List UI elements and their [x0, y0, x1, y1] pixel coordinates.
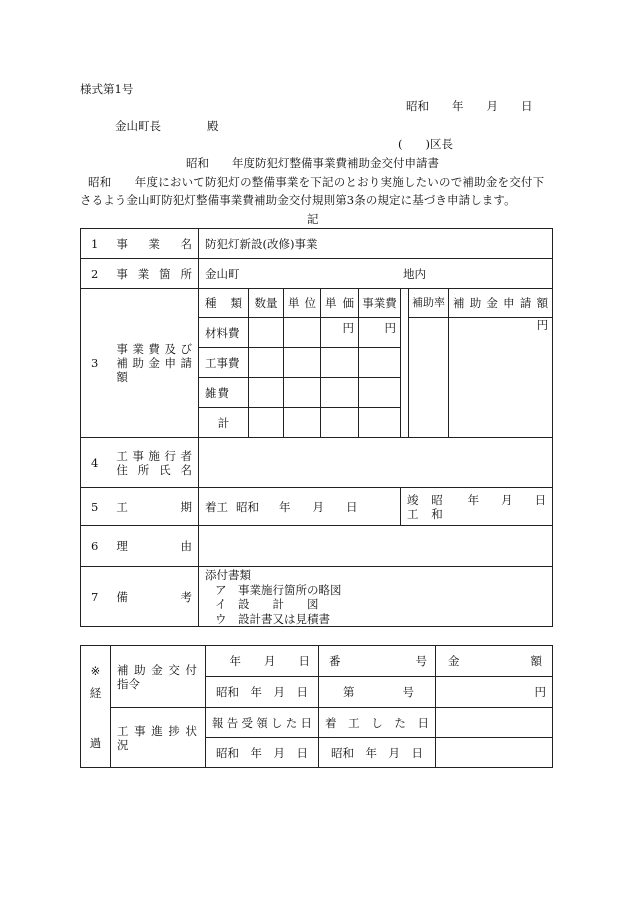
dai-label: 第	[343, 685, 355, 699]
materials-unit	[284, 318, 321, 348]
item-materials: 材料費	[199, 318, 249, 348]
item-total: 計	[199, 408, 249, 438]
row4-label-line1: 工事施行者	[116, 448, 192, 463]
start-month: 月	[312, 499, 324, 514]
report-received-date: 昭和 年 月 日	[206, 738, 319, 768]
construction-end-cell	[401, 488, 553, 526]
attachment-item-3: ウ 設計書又は見積書	[215, 611, 330, 626]
start-year: 年	[279, 499, 291, 514]
materials-cost: 円	[359, 318, 401, 348]
end-era: 昭和	[431, 492, 443, 521]
progress-line2: 況	[117, 737, 129, 752]
row3-label-line1: 事業費及び	[116, 342, 192, 356]
attachment-item-2: イ 設 計 図	[215, 597, 319, 611]
end-label: 竣工	[407, 492, 419, 521]
misc-quantity	[249, 378, 284, 408]
construction-unit	[284, 348, 321, 378]
page-title: 昭和 年度防犯灯整備事業費補助金交付申請書	[186, 156, 439, 170]
row3-label-line2: 補助金申請	[116, 356, 192, 370]
item-misc: 雑費	[199, 378, 249, 408]
materials-quantity	[249, 318, 284, 348]
subsidy-amount-value: 円	[449, 318, 553, 438]
grant-number-header	[319, 646, 436, 677]
start-day: 日	[346, 499, 358, 514]
row3-number: 3	[91, 356, 99, 370]
process-side-label	[81, 646, 111, 768]
kin-label: 金	[448, 654, 460, 668]
total-unit-price	[321, 408, 359, 438]
row1-label: 事業名	[116, 236, 192, 251]
start-era: 昭和	[236, 499, 259, 514]
attachment-title: 添付書類	[205, 568, 251, 582]
go-label: 号	[415, 654, 427, 668]
header-quantity: 数量	[249, 289, 284, 318]
location-suffix: 地内	[403, 266, 426, 281]
ban-label: 番	[329, 654, 341, 668]
started-date: 昭和 年 月 日	[319, 738, 436, 768]
header-subsidy-rate: 補助率	[409, 289, 449, 318]
grant-amount-value: 円	[436, 677, 553, 708]
progress-extra-2	[436, 738, 553, 768]
row3-label-cell	[81, 289, 199, 438]
grant-amount-header	[436, 646, 553, 677]
location-town: 金山町	[205, 266, 240, 281]
gaku-label: 額	[530, 654, 542, 668]
attachment-item-1: ア 事業施行箇所の略図	[215, 582, 342, 597]
row3-label-line3: 額	[116, 370, 128, 384]
row5-label: 工期	[116, 499, 192, 514]
reason-value	[199, 526, 553, 567]
row7-label: 備考	[116, 589, 192, 604]
header-subsidy-amount: 補助金申請額	[449, 289, 553, 318]
end-year: 年	[467, 492, 480, 507]
body-text-line-1: 昭和 年度において防犯灯の整備事業を下記のとおり実施したいので補助金を交付下	[88, 175, 545, 189]
grant-date-header: 年 月 日	[206, 646, 319, 677]
row2-label-cell	[81, 259, 199, 289]
grant-order-line1: 補助金交付	[117, 662, 197, 677]
addressee: 金山町長 殿	[115, 119, 219, 133]
header-project-cost: 事業費	[359, 289, 401, 318]
misc-unit-price	[321, 378, 359, 408]
construction-unit-price	[321, 348, 359, 378]
start-label: 着工	[205, 499, 228, 514]
total-unit	[284, 408, 321, 438]
row6-number: 6	[91, 539, 99, 553]
progress-extra-1	[436, 708, 553, 738]
misc-cost	[359, 378, 401, 408]
row5-number: 5	[91, 499, 99, 514]
row7-label-cell	[81, 567, 199, 627]
header-unit: 単位	[284, 289, 321, 318]
process-kei: 経	[89, 685, 102, 700]
process-mark: ※	[90, 663, 101, 678]
project-name-value: 防犯灯新設(改修)事業	[199, 229, 553, 259]
row4-label-cell	[81, 438, 199, 488]
application-table	[80, 228, 553, 627]
remarks-cell	[199, 567, 553, 627]
row2-label: 事業箇所	[116, 266, 192, 281]
materials-unit-price: 円	[321, 318, 359, 348]
date-line: 昭和 年 月 日	[406, 99, 533, 113]
misc-unit	[284, 378, 321, 408]
header-unit-price: 単価	[321, 289, 359, 318]
report-received-header: 報告受領した日	[206, 708, 319, 738]
applicant-title: ( )区長	[398, 137, 453, 151]
progress-label	[111, 708, 206, 768]
grant-date-value: 昭和 年 月 日	[206, 677, 319, 708]
row5-label-cell	[81, 488, 199, 526]
body-text-line-2: さるよう金山町防犯灯整備事業費補助金交付規則第3条の規定に基づき申請します。	[80, 193, 516, 207]
header-kind: 種類	[199, 289, 249, 318]
process-ka: 過	[89, 735, 102, 750]
project-location-cell	[199, 259, 553, 289]
form-number: 様式第1号	[80, 82, 134, 96]
started-header: 着工した日	[319, 708, 436, 738]
ki-heading: 記	[307, 212, 319, 226]
construction-start-cell	[199, 488, 401, 526]
row6-label-cell	[81, 526, 199, 567]
row4-number: 4	[91, 455, 99, 470]
construction-quantity	[249, 348, 284, 378]
construction-cost	[359, 348, 401, 378]
go-value-label: 号	[402, 685, 414, 699]
gap-column	[401, 289, 409, 438]
row1-label-cell	[81, 229, 199, 259]
end-month: 月	[501, 492, 513, 507]
grant-order-label	[111, 646, 206, 708]
total-cost	[359, 408, 401, 438]
row4-label-line2: 住所氏名	[116, 462, 192, 477]
total-quantity	[249, 408, 284, 438]
row1-number: 1	[91, 236, 99, 251]
grant-number-value	[319, 677, 436, 708]
row2-number: 2	[91, 266, 99, 281]
grant-order-line2: 指令	[117, 676, 140, 691]
row6-label: 理由	[116, 539, 192, 553]
contractor-value	[199, 438, 553, 488]
row7-number: 7	[91, 589, 99, 604]
end-day: 日	[534, 492, 547, 507]
process-table	[80, 645, 553, 768]
subsidy-rate-value	[409, 318, 449, 438]
item-construction: 工事費	[199, 348, 249, 378]
progress-line1: 工事進捗状	[117, 723, 197, 738]
